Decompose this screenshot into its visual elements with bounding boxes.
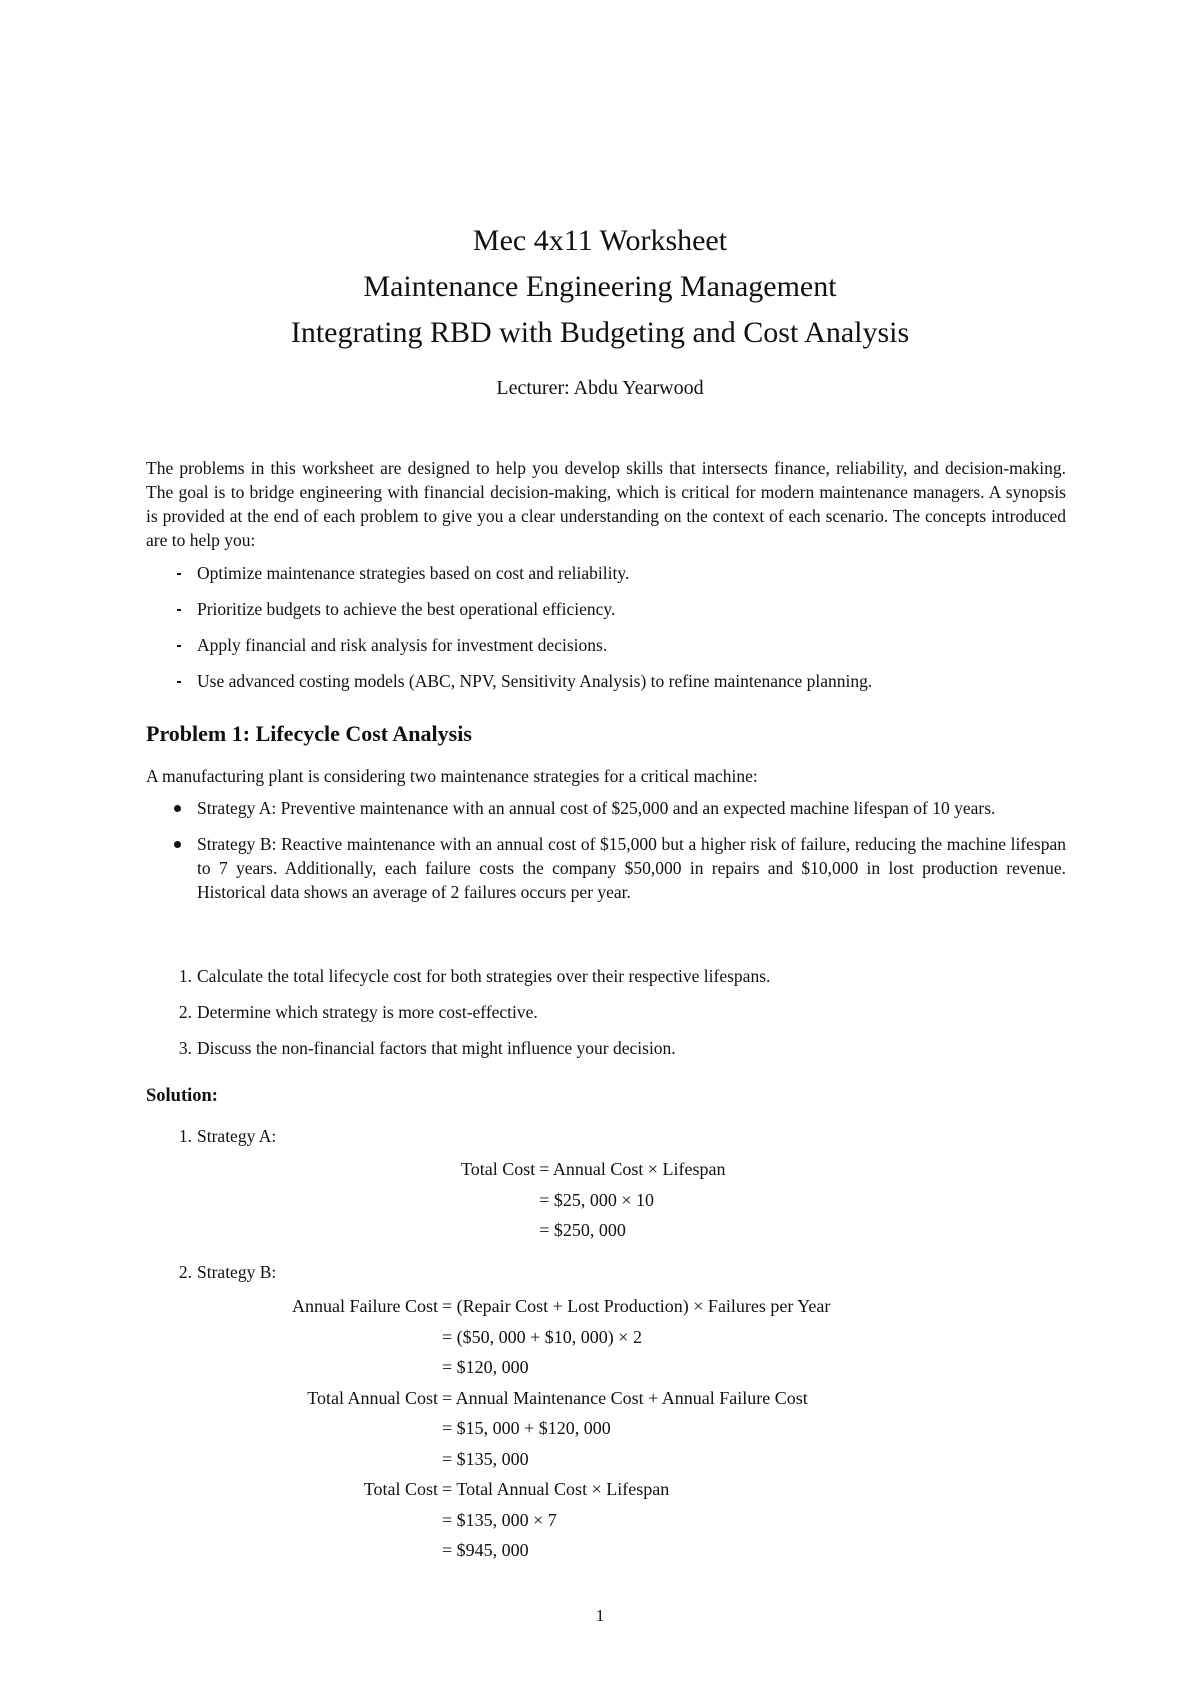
equation-row: = $135, 000 × 7 (442, 1509, 557, 1530)
list-item: Use advanced costing models (ABC, NPV, Sensitivity Analysis) to refine maintenance planning. (146, 669, 1066, 693)
strategy-b-equation (292, 1291, 830, 1566)
equation-row: = $135, 000 (442, 1448, 529, 1469)
lecturer-line: Lecturer: Abdu Yearwood (496, 377, 704, 399)
equation-row: = $250, 000 (539, 1220, 626, 1240)
title-course: Mec 4x11 Worksheet (472, 224, 728, 257)
equation-row: Total Annual Cost = Annual Maintenance Cost + Annual Failure Cost (307, 1387, 808, 1408)
strategies-list (146, 796, 1066, 904)
solution-heading: Solution: (146, 1086, 218, 1106)
concepts-list (146, 561, 1066, 693)
equation-row: Annual Failure Cost = (Repair Cost + Lost Production) × Failures per Year (292, 1296, 831, 1316)
list-item: Prioritize budgets to achieve the best operational efficiency. (146, 597, 1066, 621)
equation-row: Total Cost = Annual Cost × Lifespan (461, 1159, 726, 1179)
list-item: 1. Calculate the total lifecycle cost for both strategies over their respective lifespans. (178, 966, 771, 986)
solution-part-a (146, 1124, 1066, 1148)
equation-row: = $15, 000 + $120, 000 (442, 1418, 611, 1438)
strategy-a-equation (461, 1154, 726, 1246)
problem1-intro: A manufacturing plant is considering two maintenance strategies for a critical machine: (146, 766, 758, 786)
dash-bullet-icon (177, 573, 181, 575)
solution-part-b (146, 1260, 1066, 1284)
list-item: Apply financial and risk analysis for investment decisions. (146, 633, 1066, 657)
questions-list (146, 964, 1066, 1060)
intro-paragraph: The problems in this worksheet are designed to help you develop skills that intersects finance, reliability, and decision-making. The goal is to bridge engineering with financial decision-making, which is critical for modern maintenance managers. A synopsis is provided at the end of each problem to give you a clear understanding on the context of each scenario. The concepts introduced are to help you: (146, 458, 1066, 550)
dash-bullet-icon (177, 645, 181, 647)
list-item: Strategy A: Preventive maintenance with an annual cost of $25,000 and an expected machine lifespan of 10 years. (146, 796, 1066, 820)
page-number: 1 (595, 1606, 605, 1625)
dash-bullet-icon (177, 681, 181, 683)
dash-bullet-icon (177, 609, 181, 611)
equation-row: = $120, 000 (442, 1357, 529, 1377)
problem1-heading: Problem 1: Lifecycle Cost Analysis (146, 721, 472, 746)
equation-row: = $25, 000 × 10 (539, 1189, 655, 1210)
bullet-icon (174, 841, 181, 848)
list-item: 1. Strategy A: (178, 1126, 277, 1146)
list-item: 3. Discuss the non-financial factors that might influence your decision. (178, 1038, 676, 1058)
list-item: 2. Strategy B: (178, 1262, 277, 1282)
title-block (0, 218, 1200, 356)
list-item: Optimize maintenance strategies based on cost and reliability. (146, 561, 1066, 585)
bullet-icon (174, 805, 181, 812)
title-topic: Integrating RBD with Budgeting and Cost Analysis (290, 316, 910, 349)
list-item: 2. Determine which strategy is more cost-effective. (178, 1002, 538, 1022)
title-subject: Maintenance Engineering Management (363, 270, 837, 303)
equation-row: = $945, 000 (442, 1540, 529, 1560)
list-item: Strategy B: Reactive maintenance with an annual cost of $15,000 but a higher risk of failure, reducing the machine lifespan to 7 years. Additionally, each failure costs the company $50,000 in repairs and $10,000 in lost production revenue. Historical data shows an average of 2 failures occurs per year. (146, 832, 1066, 904)
equation-row: = ($50, 000 + $10, 000) × 2 (442, 1326, 642, 1347)
equation-row: Total Cost = Total Annual Cost × Lifespan (363, 1479, 670, 1499)
